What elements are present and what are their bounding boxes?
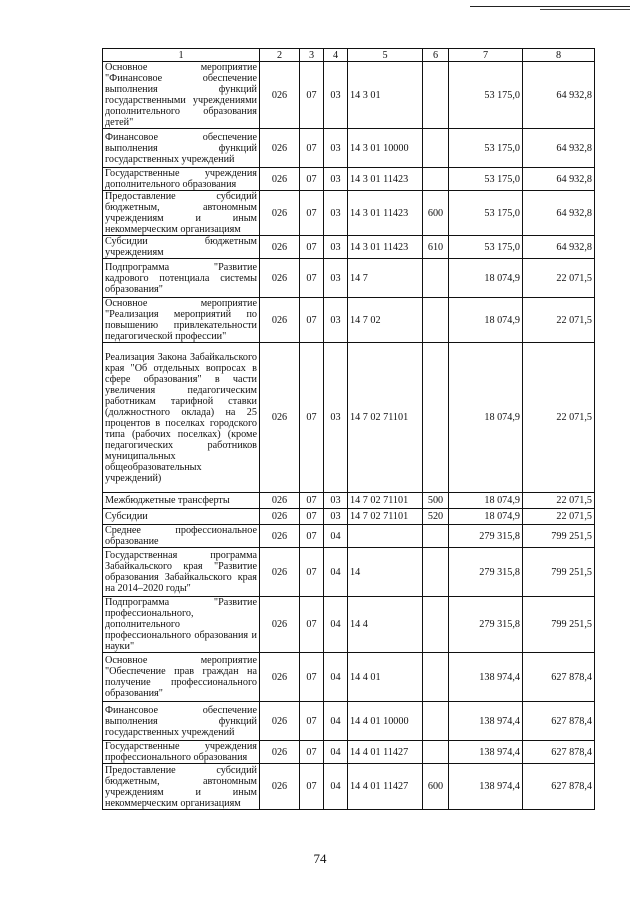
row-section: 07 bbox=[300, 259, 324, 298]
row-subsection: 03 bbox=[324, 191, 348, 236]
row-admin-code: 026 bbox=[260, 702, 300, 741]
row-subsection: 03 bbox=[324, 129, 348, 168]
row-amount-year-1: 279 315,8 bbox=[449, 597, 523, 653]
row-name: Субсидии бюджетным учреждениям bbox=[103, 236, 260, 259]
row-expense-type: 500 bbox=[423, 493, 449, 509]
table-row bbox=[103, 741, 595, 764]
header-cell: 1 bbox=[103, 49, 260, 62]
row-subsection: 04 bbox=[324, 741, 348, 764]
table-row bbox=[103, 548, 595, 597]
row-name: Реализация Закона Забайкальского края "Об отдельных вопросах в сфере образования" в части увеличения педагогическим работникам тарифной ставки (должностного оклада) на 25 процентов в поселках городского типа (рабочих поселках) (кроме педагогических работников муниципальных общеобразовательных учреждений) bbox=[103, 343, 260, 493]
row-name: Финансовое обеспечение выполнения функций государственных учреждений bbox=[103, 129, 260, 168]
row-admin-code: 026 bbox=[260, 525, 300, 548]
table-row bbox=[103, 62, 595, 129]
row-amount-year-1: 138 974,4 bbox=[449, 741, 523, 764]
table-row bbox=[103, 597, 595, 653]
row-target-article: 14 4 01 11427 bbox=[348, 764, 423, 810]
row-section: 07 bbox=[300, 191, 324, 236]
row-target-article: 14 3 01 11423 bbox=[348, 191, 423, 236]
row-name: Основное мероприятие "Обеспечение прав граждан на получение профессионального образования" bbox=[103, 653, 260, 702]
row-amount-year-1: 53 175,0 bbox=[449, 191, 523, 236]
row-name: Предоставление субсидий бюджетным, автономным учреждениям и иным некоммерческим организациям bbox=[103, 764, 260, 810]
header-cell: 2 bbox=[260, 49, 300, 62]
row-name: Межбюджетные трансферты bbox=[103, 493, 260, 509]
row-admin-code: 026 bbox=[260, 764, 300, 810]
row-expense-type: 610 bbox=[423, 236, 449, 259]
row-expense-type bbox=[423, 702, 449, 741]
row-amount-year-2: 627 878,4 bbox=[523, 702, 595, 741]
row-amount-year-1: 138 974,4 bbox=[449, 764, 523, 810]
row-amount-year-2: 64 932,8 bbox=[523, 168, 595, 191]
row-expense-type bbox=[423, 525, 449, 548]
row-amount-year-2: 22 071,5 bbox=[523, 343, 595, 493]
row-section: 07 bbox=[300, 509, 324, 525]
row-admin-code: 026 bbox=[260, 168, 300, 191]
row-subsection: 04 bbox=[324, 597, 348, 653]
row-admin-code: 026 bbox=[260, 236, 300, 259]
table-row bbox=[103, 259, 595, 298]
table-row bbox=[103, 493, 595, 509]
row-amount-year-1: 138 974,4 bbox=[449, 653, 523, 702]
row-amount-year-1: 18 074,9 bbox=[449, 259, 523, 298]
header-cell: 7 bbox=[449, 49, 523, 62]
header-cell: 4 bbox=[324, 49, 348, 62]
table-row bbox=[103, 764, 595, 810]
row-admin-code: 026 bbox=[260, 62, 300, 129]
row-admin-code: 026 bbox=[260, 259, 300, 298]
row-expense-type bbox=[423, 741, 449, 764]
row-admin-code: 026 bbox=[260, 298, 300, 343]
row-section: 07 bbox=[300, 129, 324, 168]
row-admin-code: 026 bbox=[260, 509, 300, 525]
table-row bbox=[103, 298, 595, 343]
row-subsection: 03 bbox=[324, 168, 348, 191]
row-amount-year-2: 627 878,4 bbox=[523, 653, 595, 702]
table-row bbox=[103, 509, 595, 525]
row-amount-year-1: 18 074,9 bbox=[449, 298, 523, 343]
row-section: 07 bbox=[300, 168, 324, 191]
row-amount-year-2: 22 071,5 bbox=[523, 509, 595, 525]
header-cell: 3 bbox=[300, 49, 324, 62]
row-section: 07 bbox=[300, 493, 324, 509]
row-name: Государственные учреждения профессионального образования bbox=[103, 741, 260, 764]
header-cell: 6 bbox=[423, 49, 449, 62]
top-rule-secondary bbox=[540, 9, 630, 10]
header-cell: 5 bbox=[348, 49, 423, 62]
row-target-article bbox=[348, 525, 423, 548]
row-amount-year-2: 22 071,5 bbox=[523, 493, 595, 509]
row-name: Финансовое обеспечение выполнения функций государственных учреждений bbox=[103, 702, 260, 741]
row-subsection: 04 bbox=[324, 764, 348, 810]
row-expense-type: 600 bbox=[423, 191, 449, 236]
row-name: Подпрограмма "Развитие профессионального, дополнительного профессионального образования и науки" bbox=[103, 597, 260, 653]
row-admin-code: 026 bbox=[260, 653, 300, 702]
row-target-article: 14 7 02 71101 bbox=[348, 343, 423, 493]
row-name: Основное мероприятие "Реализация мероприятий по повышению привлекательности педагогической профессии" bbox=[103, 298, 260, 343]
row-expense-type: 520 bbox=[423, 509, 449, 525]
row-subsection: 03 bbox=[324, 62, 348, 129]
row-subsection: 03 bbox=[324, 298, 348, 343]
row-subsection: 03 bbox=[324, 343, 348, 493]
row-expense-type bbox=[423, 168, 449, 191]
row-name: Подпрограмма "Развитие кадрового потенциала системы образования" bbox=[103, 259, 260, 298]
row-amount-year-1: 18 074,9 bbox=[449, 343, 523, 493]
row-expense-type bbox=[423, 653, 449, 702]
row-subsection: 03 bbox=[324, 236, 348, 259]
row-admin-code: 026 bbox=[260, 493, 300, 509]
row-expense-type bbox=[423, 62, 449, 129]
row-expense-type bbox=[423, 259, 449, 298]
row-admin-code: 026 bbox=[260, 597, 300, 653]
row-section: 07 bbox=[300, 764, 324, 810]
row-admin-code: 026 bbox=[260, 129, 300, 168]
row-target-article: 14 4 01 10000 bbox=[348, 702, 423, 741]
row-amount-year-2: 799 251,5 bbox=[523, 597, 595, 653]
row-admin-code: 026 bbox=[260, 548, 300, 597]
top-rule bbox=[470, 6, 630, 7]
row-expense-type bbox=[423, 129, 449, 168]
row-amount-year-1: 18 074,9 bbox=[449, 509, 523, 525]
row-section: 07 bbox=[300, 343, 324, 493]
row-section: 07 bbox=[300, 548, 324, 597]
header-cell: 8 bbox=[523, 49, 595, 62]
row-name: Государственные учреждения дополнительного образования bbox=[103, 168, 260, 191]
table-row bbox=[103, 653, 595, 702]
row-expense-type bbox=[423, 597, 449, 653]
table-row bbox=[103, 191, 595, 236]
row-amount-year-2: 64 932,8 bbox=[523, 236, 595, 259]
row-amount-year-2: 627 878,4 bbox=[523, 764, 595, 810]
row-name: Основное мероприятие "Финансовое обеспечение выполнения функций государственными учреждениями дополнительного образования детей" bbox=[103, 62, 260, 129]
row-section: 07 bbox=[300, 597, 324, 653]
row-expense-type: 600 bbox=[423, 764, 449, 810]
table-row bbox=[103, 168, 595, 191]
budget-table bbox=[102, 48, 595, 810]
row-subsection: 04 bbox=[324, 653, 348, 702]
row-subsection: 03 bbox=[324, 259, 348, 298]
row-target-article: 14 4 01 11427 bbox=[348, 741, 423, 764]
row-target-article: 14 7 02 71101 bbox=[348, 509, 423, 525]
row-subsection: 03 bbox=[324, 509, 348, 525]
table-row bbox=[103, 236, 595, 259]
row-section: 07 bbox=[300, 741, 324, 764]
row-name: Предоставление субсидий бюджетным, автономным учреждениям и иным некоммерческим организациям bbox=[103, 191, 260, 236]
row-section: 07 bbox=[300, 702, 324, 741]
row-amount-year-2: 22 071,5 bbox=[523, 259, 595, 298]
row-target-article: 14 3 01 11423 bbox=[348, 236, 423, 259]
row-expense-type bbox=[423, 548, 449, 597]
row-section: 07 bbox=[300, 653, 324, 702]
page-number: 74 bbox=[313, 851, 327, 866]
row-amount-year-1: 53 175,0 bbox=[449, 62, 523, 129]
row-amount-year-2: 64 932,8 bbox=[523, 191, 595, 236]
row-subsection: 04 bbox=[324, 702, 348, 741]
row-target-article: 14 4 01 bbox=[348, 653, 423, 702]
row-target-article: 14 3 01 11423 bbox=[348, 168, 423, 191]
row-name: Среднее профессиональное образование bbox=[103, 525, 260, 548]
row-target-article: 14 7 02 bbox=[348, 298, 423, 343]
row-amount-year-1: 279 315,8 bbox=[449, 548, 523, 597]
row-subsection: 04 bbox=[324, 548, 348, 597]
row-name: Государственная программа Забайкальского края "Развитие образования Забайкальского края на 2014–2020 годы" bbox=[103, 548, 260, 597]
row-subsection: 03 bbox=[324, 493, 348, 509]
row-target-article: 14 7 bbox=[348, 259, 423, 298]
row-subsection: 04 bbox=[324, 525, 348, 548]
row-amount-year-2: 799 251,5 bbox=[523, 548, 595, 597]
row-amount-year-1: 53 175,0 bbox=[449, 129, 523, 168]
row-amount-year-1: 279 315,8 bbox=[449, 525, 523, 548]
table-body bbox=[103, 62, 595, 810]
row-name: Субсидии bbox=[103, 509, 260, 525]
table-row bbox=[103, 343, 595, 493]
row-admin-code: 026 bbox=[260, 343, 300, 493]
row-amount-year-1: 53 175,0 bbox=[449, 236, 523, 259]
table-row bbox=[103, 702, 595, 741]
row-target-article: 14 3 01 bbox=[348, 62, 423, 129]
row-amount-year-1: 53 175,0 bbox=[449, 168, 523, 191]
row-target-article: 14 bbox=[348, 548, 423, 597]
row-target-article: 14 7 02 71101 bbox=[348, 493, 423, 509]
row-amount-year-2: 64 932,8 bbox=[523, 129, 595, 168]
row-admin-code: 026 bbox=[260, 191, 300, 236]
row-amount-year-1: 18 074,9 bbox=[449, 493, 523, 509]
row-section: 07 bbox=[300, 525, 324, 548]
row-amount-year-2: 627 878,4 bbox=[523, 741, 595, 764]
row-amount-year-2: 22 071,5 bbox=[523, 298, 595, 343]
row-amount-year-1: 138 974,4 bbox=[449, 702, 523, 741]
row-amount-year-2: 799 251,5 bbox=[523, 525, 595, 548]
row-section: 07 bbox=[300, 298, 324, 343]
table-row bbox=[103, 129, 595, 168]
row-section: 07 bbox=[300, 236, 324, 259]
row-expense-type bbox=[423, 298, 449, 343]
header-row bbox=[103, 49, 595, 62]
row-expense-type bbox=[423, 343, 449, 493]
row-amount-year-2: 64 932,8 bbox=[523, 62, 595, 129]
row-target-article: 14 4 bbox=[348, 597, 423, 653]
row-section: 07 bbox=[300, 62, 324, 129]
row-admin-code: 026 bbox=[260, 741, 300, 764]
row-target-article: 14 3 01 10000 bbox=[348, 129, 423, 168]
table-row bbox=[103, 525, 595, 548]
